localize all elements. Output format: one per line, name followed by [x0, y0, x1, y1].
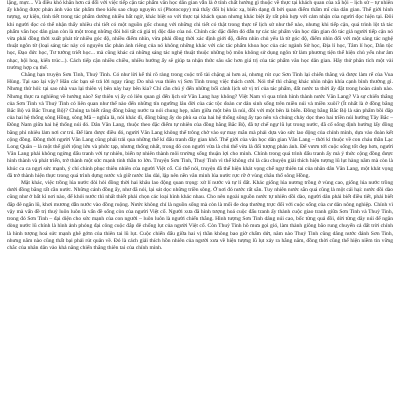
paragraph-1: lặng, mực... Và điều khó khăn hơn cả đối với việc tiếp cận tác phẩm văn học dân gian vẫn là ở tính chất hướng gì thuộc về thực tại khách quan của xã hội – lịch sử – tự nhiên ấy không được phản ánh vào tác phẩm theo kiểu sao chụp nguyên xi (Photocopy) mà thấy đổi bị khúc xạ, biến dạng đi bởi quan điểm thẩm mĩ của dân gian. Thế giới hình tượng, sự kiện, tình tiết trong tác phẩm dường nhiều bất ngờ, khác biệt so với thực tại khách quan nhưng khác biệt ấy rất phù hợp với cảm nhận của người đọc hiện tại. Đôi khi người đọc có thể nhận thấy nhiều chi tiết có một nguồn gốc chung với những chi tiết có thật trong thực tế lịch sử như thế nào, nhưng khi tiếp cận, quá trình lột tả tác phẩm văn học dân gian còn là một trong những đòi hỏi tất cả giá trị độc đáo của nó. Chính các đặc điểm đó dẫn tự các tác phẩm văn học dân gian đó tác giả người tiếp cận nó vừa phải đồng thời xuất phát từ nhiều góc độ, nhiều điểm nhìn, vừa phải đồng thời xác định giới độ, điểm nhìn chủ yếu là từ góc độ, điểm nhìn đối với một sáng tác nghệ thuật ngôn từ (loại sáng tác này có nguyên tắc phản ánh riêng của nó không những khác với các tác phẩm khoa học của các ngành Sử học, Địa lí học, Tâm lí học, Dân tộc học, Đạo đức học, Tư tưởng triết học... mà cũng khác cả những sáng tác nghệ thuật thuộc những bộ môn không sử dụng ngôn từ làm phương tiện thể hiện chủ yếu như âm nhạc, hội hoạ, kiến trúc...). Cách tiếp cận nhiều chiều, nhiều hướng ấy sẽ giúp ta nhận thức sâu sắc hơn giá trị của tác phẩm văn học dân gian. Hãy thử phân tích một vài trường hợp cụ thể. — [7, 0, 393, 71]
document-page — [7, 0, 393, 400]
paragraph-3: Mặt khác, việc trồng lúa nước đòi hỏi đồng thời hai khâu lao động quan trọng: xử lí nước và tự lí đất. Khác giống lúa nương trồng ở vùng cao, giống lúa nước trồng dưới đồng bằng rất cần nước. Những cánh đồng ấy, như đã nói, lại sát dọc những triền sông. Ở nơi đó nước rất sẵn. Tuy nhiên nước sẵn quá cũng là một cái hại: nước dồi dào cũng như ở bất kì nơi nào, để khỏi nước thì nhất thiết phải chọn các loại hình khác nhau. Cho nên ngoài nguồn nước tự nhiên dồi dào, người dân phải biết điều tiết, phải biết đắp đê ngăn lũ, khơi mương dẫn nước vào đồng ruộng. Nước không chỉ là nguồn sống mà còn là mối đe doạ thường trực đối với cuộc sống của cư dân nông nghiệp. Chính vì vậy mà vấn đề trị thuỷ luôn luôn là vấn đề sống còn của người Việt cổ. Người xưa đã hình tượng hoá cuộc đấu tranh ấy thành cuộc giao tranh giữa Sơn Tinh và Thuỷ Tinh, trong đó Sơn Tinh – đại diện cho sức mạnh của con người – luôn luôn là người chiến thắng. Hình tượng Sơn Tinh dâng núi cao, bốc từng quả đồi, dời từng dãy núi để ngăn dòng nước lũ chính là hình ảnh phóng đại công cuộc đắp đê chống lụt của người Việt cổ. Còn Thuỷ Tinh hô mưa gọi gió, làm thành giông bão rung chuyển cả đất trời chính là hình tượng hoá sức mạnh ghê gớm của thiên tai lũ lụt. Cuộc chiến đấu giữa hai vị thần không bao giờ chấm dứt, năm nào Thuỷ Tinh cũng dâng nước đánh Sơn Tinh, nhưng năm nào cũng thất bại phải rút quân về. Đó là cách giải thích hồn nhiên của người xưa về hiện tượng lũ lụt xảy ra hằng năm, đồng thời cũng thể hiện niềm tin vững chắc của nhân dân vào khả năng chiến thắng thiên tai của chính mình. — [7, 180, 393, 251]
paragraph-2: Chẳng hạn truyện Sơn Tinh, Thuỷ Tinh. Có như lời kể thì rõ ràng trong cuộc trổ tài chặng ai hơn ai, nhưng rút cục Sơn Tinh lại chiến thắng và được làm rể của Vua Hùng. Tại sao lại vậy? Hẳn các bạn sẽ trả lời ngay rằng: Do nhà vua thiên vị Sơn Tinh trong việc thách cưới. Nói thế thì chẳng khác nhìn nhận khía cạnh bình thường gì. Nhưng thử hỏi: tại sao nhà vua lại thiên vị bên này hay bên kia? Chỉ cần chú ý đến những bối cảnh lịch sử vị trí của tác phẩm, đất nước ta thời ấy đặt trong hoàn cảnh nào. Nhưng thực ra nghiêng về hướng nào? Sự thiên vị ấy có liên quan gì đến lịch sử Văn Lang hay không? Việt Nam vì qua trình hình thành nước Văn Lang? Và sự chiến thắng của Sơn Tinh và Thuỷ Tinh có liên quan như thế nào đến những tín ngưỡng lâu đời của các tộc đoàn cư dân sinh sống trên miền núi và miền xuôi? (Ít nhất là ở đồng bằng Bắc Bộ và Bắc Trung Bộ)? Chúng ta biết rằng đồng bằng nước ta nói chung hẹp, nằm giữa một bên là núi, đồi với một bên là biển. Đồng bằng Bắc Bộ là sản phẩm bồi đắp của hai hệ thống sông Hồng, sông Mã – nghĩa là, nói khác đi, đồng bằng ấy do phù sa của hai hệ thống sông ấy tạo nên và chúng chảy dọc theo hai triền núi hướng Tây Bắc – Đông Nam giữa hai hệ thống núi đó. Dân Văn Lang, thuộc theo đặc điểm tự nhiên của đồng bằng Bắc Bộ, đã tự chế ngự lũ lụt trong nước, đã cố sống định hướng lấy đồng bằng phì nhiêu làm nơi cư trú. Để làm được điều đó, người Văn Lang không thể trông chờ vào sự may mắn mà phải dựa vào sức lao động của chính mình, dựa vào đoàn kết cộng đồng. Đồng thời người Văn Lang cũng phải trải qua những thế kỉ đấu tranh đầy gian khổ. Thế giới của văn học dân gian Văn Lang – thời kì thuộc về con cháu thần Lạc Long Quân – là một thế giới rộng lớn và phức tạp, nhưng thống nhất, trong đó con người vừa là chủ thể vừa là đối tượng phản ánh. Để vươn tới cuộc sống tốt đẹp hơn, người Văn Lang phải không ngừng đấu tranh với tự nhiên, biến tự nhiên thành môi trường sống thuận lợi cho mình. Chính trong quá trình đấu tranh ấy mà ý thức cộng đồng được hình thành và phát triển, trở thành một sức mạnh tinh thần to lớn. Truyện Sơn Tinh, Thuỷ Tinh vì thế không chỉ là câu chuyện giải thích hiện tượng lũ lụt hàng năm mà còn là khúc ca ca ngợi sức mạnh, ý chí chinh phục thiên nhiên của người Việt cổ. Có thể nói, truyện đã thể hiện khát vọng chế ngự thiên tai của nhân dân Văn Lang, một khát vọng đã trở thành hiện thực trong quá trình dựng nước và giữ nước lâu dài, lập nên nền văn minh lúa nước rực rỡ ở vùng châu thổ sông Hồng. — [7, 72, 393, 179]
